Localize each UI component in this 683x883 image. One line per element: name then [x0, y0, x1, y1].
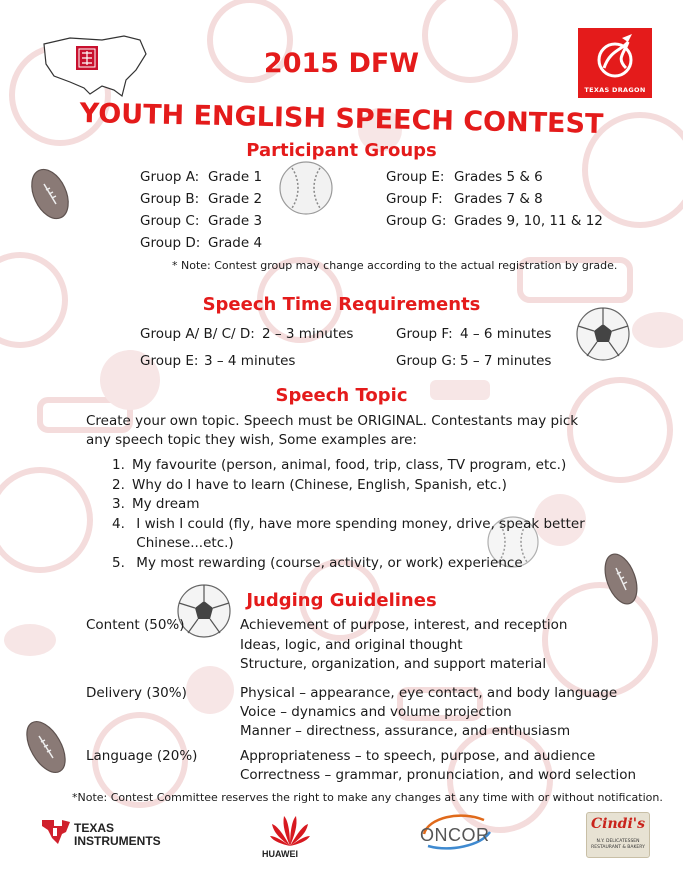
- football-icon: [24, 166, 76, 222]
- list-item: 3. My dream: [112, 496, 200, 512]
- time-requirements-heading: Speech Time Requirements: [202, 294, 481, 315]
- topic-intro-line2: any speech topic they wish, Some examples are:: [86, 432, 417, 448]
- list-item: 2. Why do I have to learn (Chinese, English, Spanish, etc.): [112, 476, 507, 493]
- huawei-logo-icon: [268, 810, 312, 848]
- criterion-label: Delivery (30%): [86, 685, 187, 701]
- page-title: YOUTH ENGLISH SPEECH CONTEST: [79, 98, 604, 140]
- time-value: 2 – 3 minutes: [262, 326, 354, 342]
- group-label: Group B:: [140, 191, 200, 207]
- texas-instruments-logo: TEXAS INSTRUMENTS: [74, 821, 161, 848]
- participant-groups-heading: Participant Groups: [246, 140, 437, 161]
- time-value: 3 – 4 minutes: [204, 353, 296, 369]
- speech-topic-heading: Speech Topic: [275, 385, 408, 406]
- time-value: 5 – 7 minutes: [460, 353, 552, 369]
- criterion-label: Content (50%): [86, 617, 185, 633]
- topic-intro-line1: Create your own topic. Speech must be ORIGINAL. Contestants may pick: [86, 413, 579, 429]
- group-grade: Grade 2: [208, 191, 263, 207]
- texas-dragon-label: TEXAS DRAGON: [584, 86, 646, 94]
- group-grade: Grade 3: [208, 213, 263, 229]
- list-item-continuation: Chinese...etc.): [132, 535, 234, 551]
- group-grade: Grades 9, 10, 11 & 12: [454, 213, 603, 229]
- committee-note: *Note: Contest Committee reserves the right to make any changes at any time with or without notification.: [72, 791, 663, 804]
- time-groups: Group F:: [396, 326, 453, 342]
- football-icon: [20, 716, 72, 778]
- criterion-line: Correctness – grammar, pronunciation, and word selection: [240, 767, 637, 783]
- group-label: Group G:: [386, 213, 447, 229]
- group-label: Group C:: [140, 213, 200, 229]
- judging-heading: Judging Guidelines: [246, 590, 437, 611]
- group-note: * Note: Contest group may change according to the actual registration by grade.: [172, 259, 618, 272]
- criterion-line: Physical – appearance, eye contact, and body language: [240, 685, 618, 701]
- criterion-line: Appropriateness – to speech, purpose, and audience: [240, 748, 596, 764]
- criterion-line: Manner – directness, assurance, and enthusiasm: [240, 723, 571, 739]
- group-label: Group D:: [140, 235, 201, 251]
- time-groups: Group G:: [396, 353, 457, 369]
- time-groups: Group A/ B/ C/ D:: [140, 326, 255, 342]
- group-grade: Grade 4: [208, 235, 263, 251]
- group-label: Group E:: [386, 169, 445, 185]
- list-item: 4. I wish I could (fly, have more spending money, drive, speak better: [112, 515, 585, 532]
- group-grade: Grade 1: [208, 169, 263, 185]
- time-value: 4 – 6 minutes: [460, 326, 552, 342]
- criterion-line: Voice – dynamics and volume projection: [240, 704, 512, 720]
- huawei-logo: HUAWEI: [262, 849, 298, 859]
- criterion-label: Language (20%): [86, 748, 198, 764]
- list-item: 5. My most rewarding (course, activity, or work) experience: [112, 554, 523, 571]
- criterion-line: Achievement of purpose, interest, and reception: [240, 617, 568, 633]
- time-groups: Group E:: [140, 353, 199, 369]
- cindis-deli-logo: Cindi's N.Y. DELICATESSEN RESTAURANT & BAKERY: [586, 812, 650, 858]
- oncor-logo: ONCOR: [420, 825, 490, 845]
- criterion-line: Ideas, logic, and original thought: [240, 637, 463, 653]
- criterion-line: Structure, organization, and support material: [240, 656, 547, 672]
- group-grade: Grades 5 & 6: [454, 169, 543, 185]
- group-label: Group F:: [386, 191, 443, 207]
- topic-examples-list: [112, 456, 585, 573]
- page-title-year: 2015 DFW: [263, 48, 420, 79]
- texas-instruments-logo-icon: [40, 816, 72, 846]
- list-item: 1. My favourite (person, animal, food, trip, class, TV program, etc.): [112, 457, 567, 473]
- baseball-icon: [278, 160, 334, 216]
- group-label: Gruop A:: [140, 169, 200, 185]
- group-grade: Grades 7 & 8: [454, 191, 543, 207]
